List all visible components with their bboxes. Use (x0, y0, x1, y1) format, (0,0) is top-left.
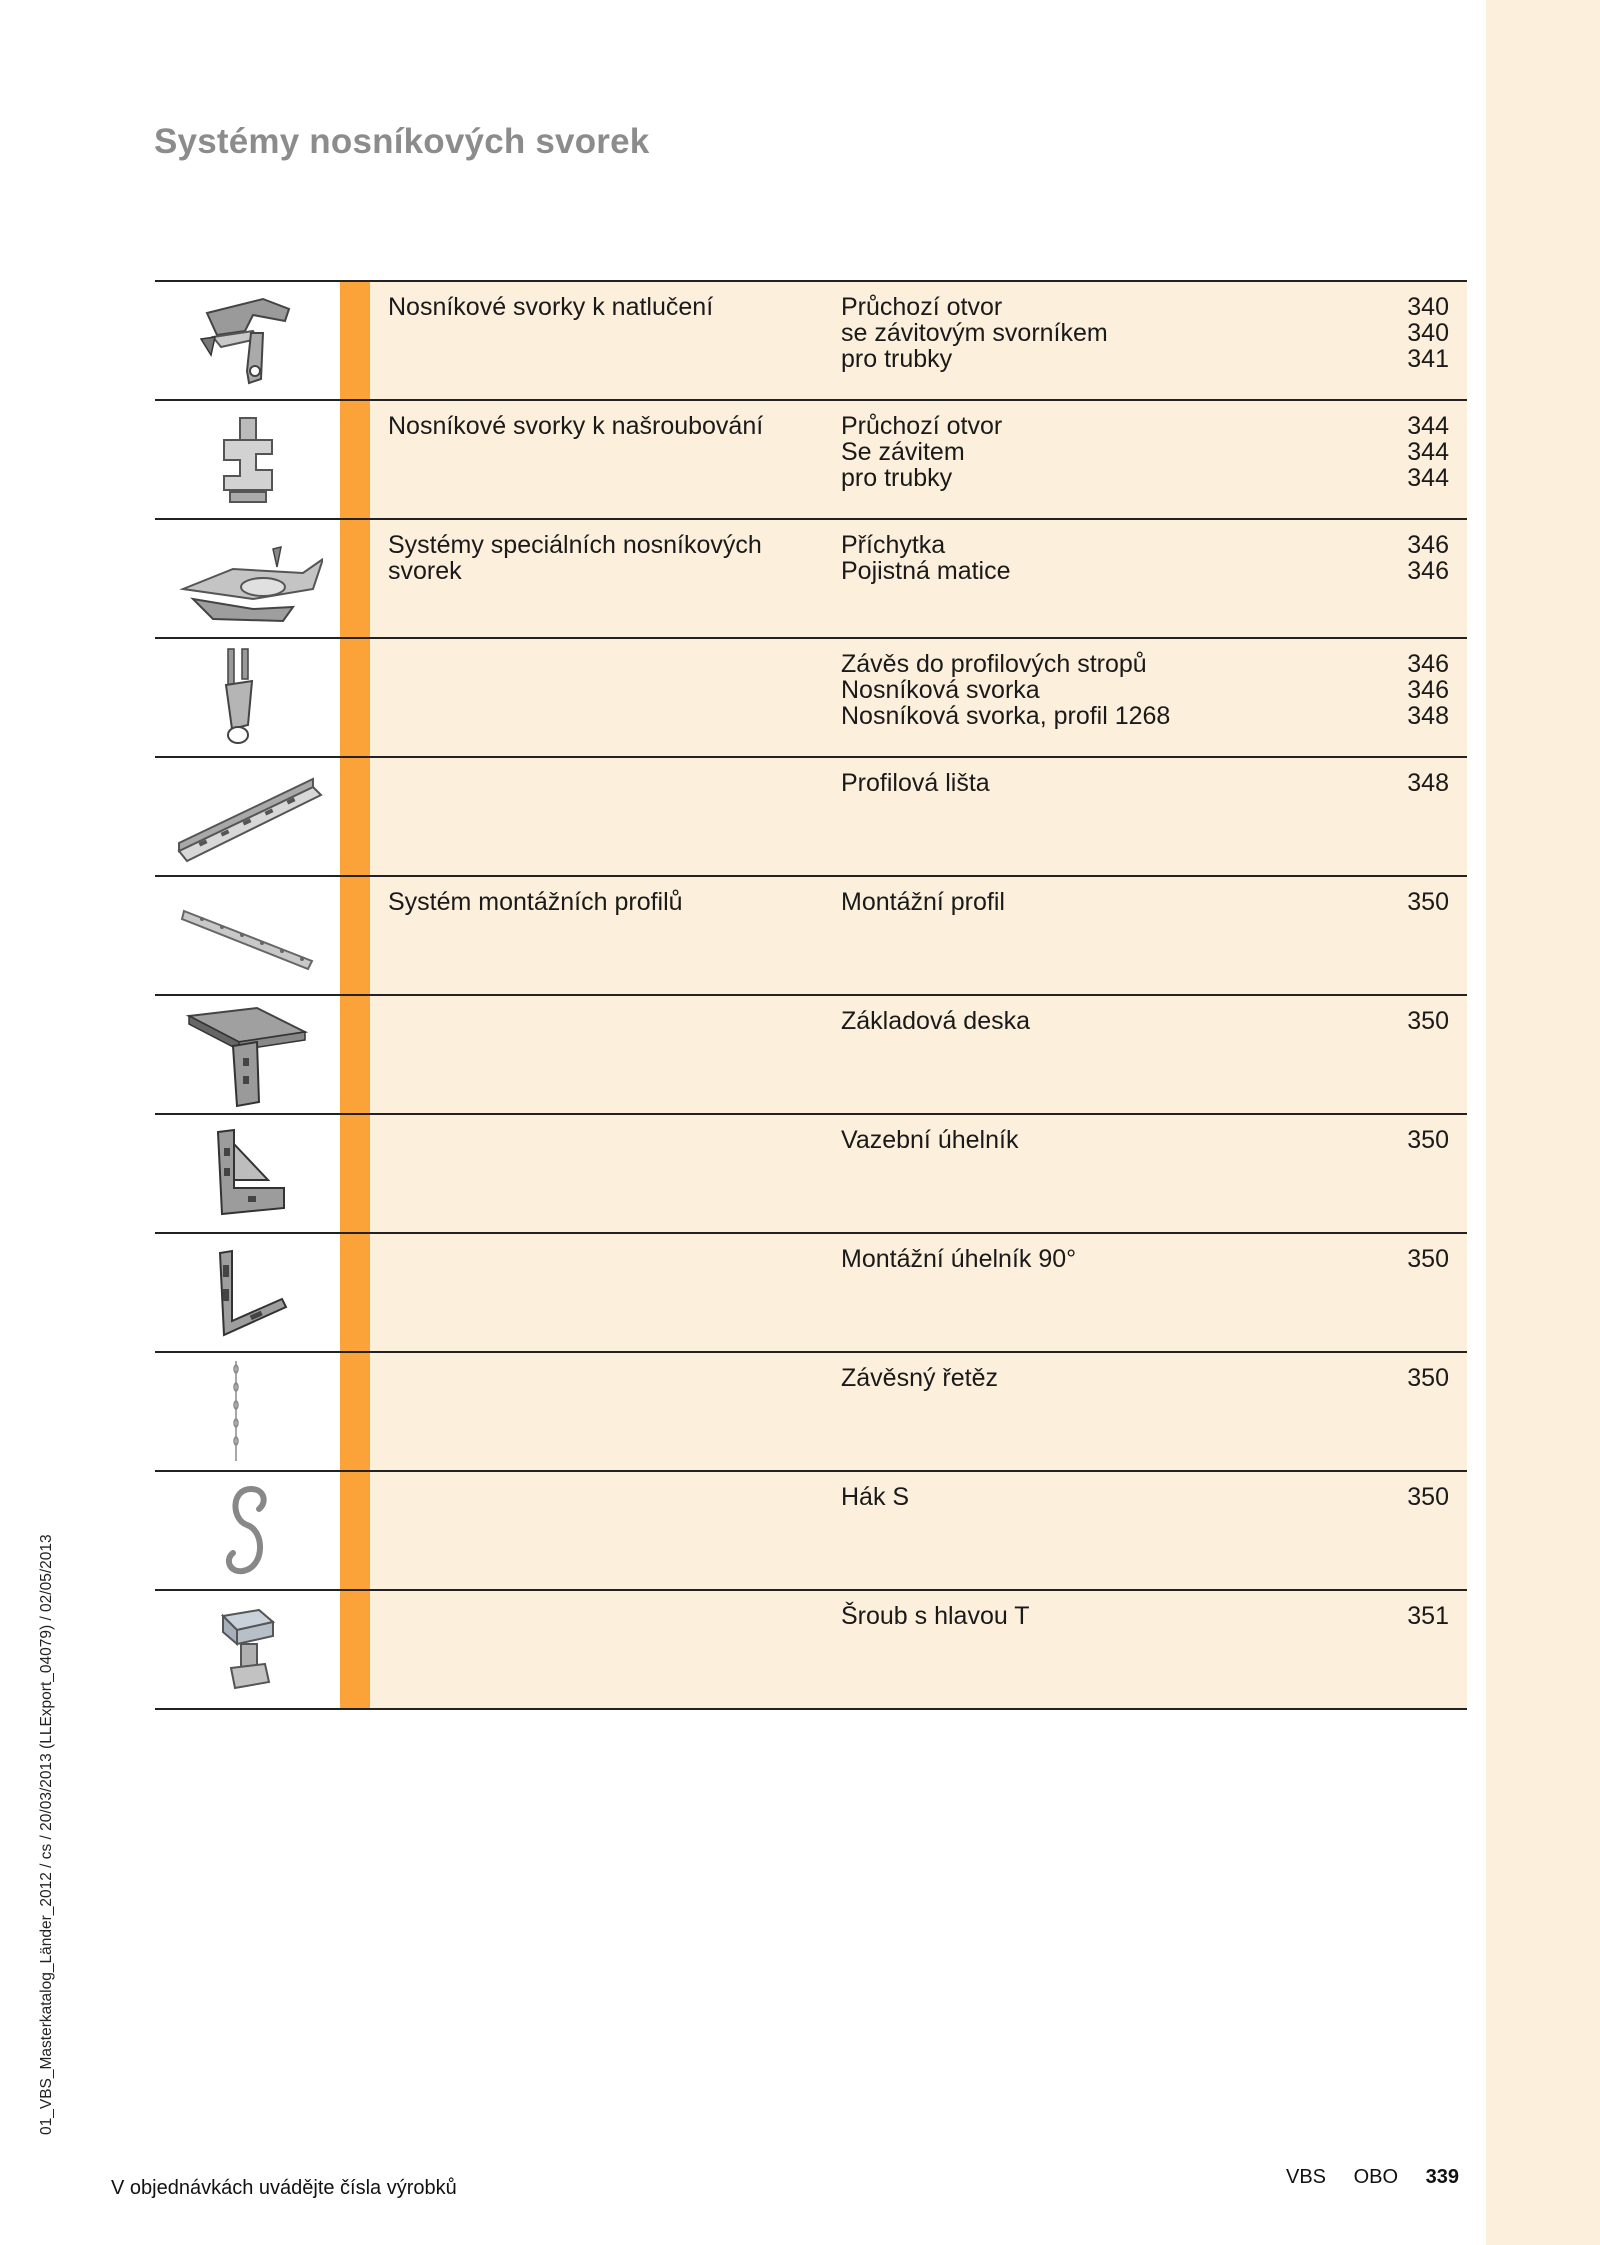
item-label: Průchozí otvor (841, 293, 1003, 321)
page-ref-list (1369, 1127, 1449, 1153)
item-list (841, 651, 1261, 729)
table-row (155, 1353, 1467, 1472)
item-label: Příchytka (841, 531, 946, 559)
page-ref-list (1369, 770, 1449, 796)
table-row (155, 639, 1467, 758)
mounting-profile-icon (155, 877, 340, 994)
table-row (155, 1234, 1467, 1353)
table-row (155, 520, 1467, 639)
page-ref-list (1369, 1246, 1449, 1272)
page-ref-list (1369, 1484, 1449, 1510)
catalog-table (155, 280, 1467, 1710)
page-ref: 348 (1407, 769, 1449, 797)
page-ref-list (1369, 1603, 1449, 1629)
connecting-angle-icon (155, 1115, 340, 1232)
page-ref: 350 (1407, 1245, 1449, 1273)
item-label: Vazební úhelník (841, 1126, 1019, 1154)
item-label: pro trubky (841, 464, 953, 492)
item-label: Nosníková svorka (841, 676, 1040, 704)
side-meta-text: 01_VBS_Masterkatalog_Länder_2012 / cs / 20/03/2013 (LLExport_04079) / 02/05/2013 (38, 1534, 55, 2135)
category-label: Nosníkové svorky k natlučení (388, 293, 714, 321)
accent-bar (340, 282, 370, 399)
item-label: pro trubky (841, 345, 953, 373)
page-ref: 350 (1407, 1007, 1449, 1035)
item-list (841, 770, 1261, 796)
brand-vbs: VBS (1286, 2166, 1327, 2188)
item-label: Pojistná matice (841, 557, 1011, 585)
accent-bar (340, 1115, 370, 1232)
t-head-bolt-icon (155, 1591, 340, 1708)
item-list (841, 532, 1261, 584)
item-list (841, 1008, 1261, 1034)
table-row (155, 1472, 1467, 1591)
page-ref: 346 (1407, 531, 1449, 559)
profile-ceiling-hanger-icon (155, 639, 340, 756)
table-row (155, 282, 1467, 401)
page-ref: 346 (1407, 676, 1449, 704)
accent-bar (340, 1472, 370, 1589)
accent-bar (340, 1353, 370, 1470)
accent-bar (340, 877, 370, 994)
item-label: Průchozí otvor (841, 412, 1003, 440)
category-label: Systém montážních profilů (388, 888, 683, 916)
page-ref: 346 (1407, 557, 1449, 585)
suspension-chain-icon (155, 1353, 340, 1470)
item-list (841, 294, 1261, 372)
profile-rail-icon (155, 758, 340, 875)
page-ref: 344 (1407, 464, 1449, 492)
mounting-angle-icon (155, 1234, 340, 1351)
item-list (841, 1484, 1261, 1510)
special-beam-clamp-icon (155, 520, 340, 637)
page-ref-list (1369, 532, 1449, 584)
hammer-on-beam-clamp-icon (155, 282, 340, 399)
page-ref: 348 (1407, 702, 1449, 730)
category-label: Systémy speciálních nosníkových svorek (388, 531, 762, 585)
footer-brand (1286, 2166, 1459, 2189)
item-label: Se závitem (841, 438, 965, 466)
page-number: 339 (1425, 2166, 1459, 2188)
page-ref: 346 (1407, 650, 1449, 678)
table-row (155, 758, 1467, 877)
order-note: V objednávkách uvádějte čísla výrobků (111, 2177, 457, 2199)
page-ref: 344 (1407, 412, 1449, 440)
item-label: se závitovým svorníkem (841, 319, 1108, 347)
item-label: Nosníková svorka, profil 1268 (841, 702, 1171, 730)
page-title: Systémy nosníkových svorek (154, 122, 650, 161)
item-list (841, 1127, 1261, 1153)
accent-bar (340, 1591, 370, 1708)
item-list (841, 889, 1261, 915)
accent-bar (340, 758, 370, 875)
base-plate-icon (155, 996, 340, 1113)
side-band (1486, 0, 1600, 2245)
page-ref: 351 (1407, 1602, 1449, 1630)
table-row (155, 1115, 1467, 1234)
page-ref: 350 (1407, 1364, 1449, 1392)
page-ref: 350 (1407, 1483, 1449, 1511)
item-list (841, 1365, 1261, 1391)
page-ref-list (1369, 413, 1449, 491)
item-list (841, 1603, 1261, 1629)
page-ref: 350 (1407, 1126, 1449, 1154)
table-row (155, 1591, 1467, 1710)
page-ref: 341 (1407, 345, 1449, 373)
table-row (155, 877, 1467, 996)
item-label: Šroub s hlavou T (841, 1602, 1030, 1630)
table-row (155, 996, 1467, 1115)
item-label: Závěsný řetěz (841, 1364, 999, 1392)
page-ref-list (1369, 889, 1449, 915)
accent-bar (340, 401, 370, 518)
page-ref-list (1369, 294, 1449, 372)
item-label: Montážní profil (841, 888, 1005, 916)
accent-bar (340, 996, 370, 1113)
item-label: Základová deska (841, 1007, 1031, 1035)
page-ref-list (1369, 1008, 1449, 1034)
item-list (841, 413, 1261, 491)
item-label: Závěs do profilových stropů (841, 650, 1147, 678)
page-ref-list (1369, 1365, 1449, 1391)
accent-bar (340, 639, 370, 756)
page-ref: 340 (1407, 293, 1449, 321)
item-label: Montážní úhelník 90° (841, 1245, 1077, 1273)
brand-obo: OBO (1353, 2166, 1399, 2188)
category-label: Nosníkové svorky k našroubování (388, 412, 764, 440)
table-row (155, 401, 1467, 520)
page-ref: 350 (1407, 888, 1449, 916)
page-ref: 344 (1407, 438, 1449, 466)
accent-bar (340, 1234, 370, 1351)
screw-on-beam-clamp-icon (155, 401, 340, 518)
page-ref: 340 (1407, 319, 1449, 347)
s-hook-icon (155, 1472, 340, 1589)
item-list (841, 1246, 1261, 1272)
item-label: Profilová lišta (841, 769, 990, 797)
page-ref-list (1369, 651, 1449, 729)
item-label: Hák S (841, 1483, 910, 1511)
accent-bar (340, 520, 370, 637)
